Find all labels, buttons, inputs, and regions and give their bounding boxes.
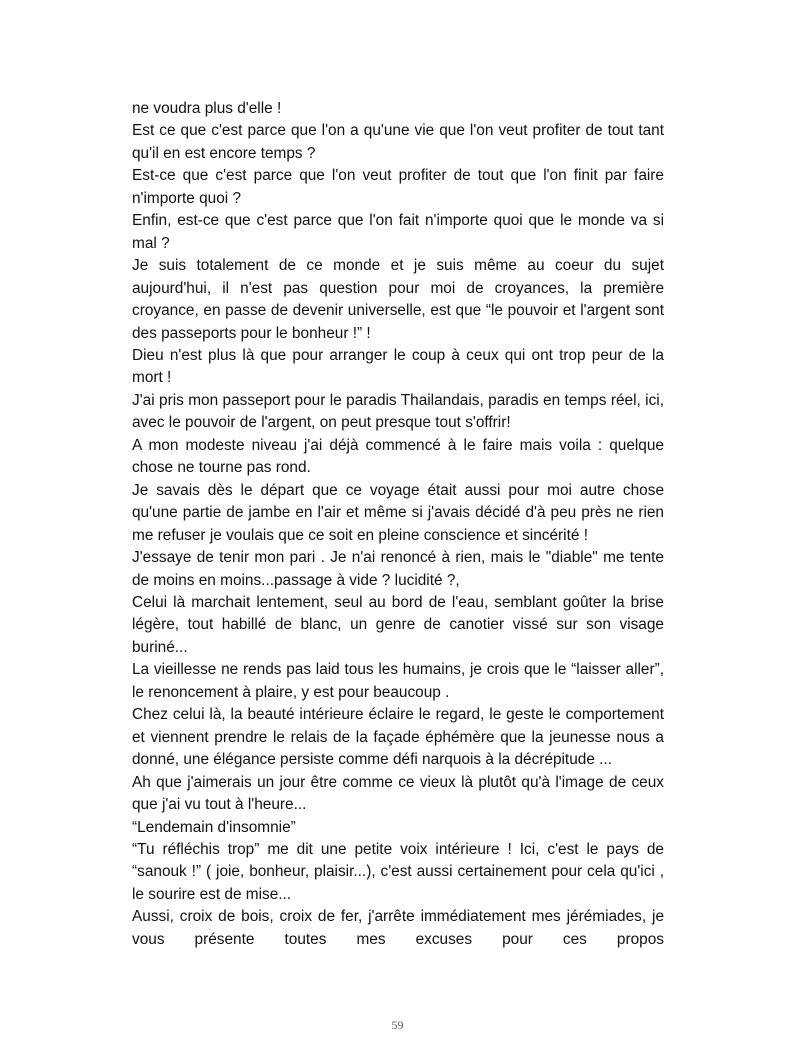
paragraph: Chez celui là, la beauté intérieure éclaire le regard, le geste le comportement et viennent prendre le relais de la façade éphémère que la jeunesse nous a donné, une élégance persiste comme défi narquois à la décrépitude ... [132,706,664,769]
paragraph: La vieillesse ne rends pas laid tous les humains, je crois que le “laisser aller”, le renoncement à plaire, y est pour beaucoup . [132,661,664,701]
body-text [132,98,664,951]
paragraph: J'essaye de tenir mon pari . Je n'ai renoncé à rien, mais le "diable" me tente de moins en moins...passage à vide ? lucidité ?, [132,549,664,589]
paragraph: “Tu réfléchis trop” me dit une petite voix intérieure ! Ici, c'est le pays de “sanouk !” ( joie, bonheur, plaisir...), c'est aussi certainement pour cela qu'ici , le sourire est de mise... [132,840,664,903]
paragraph: Est-ce que c'est parce que l'on veut profiter de tout que l'on finit par faire n'importe quoi ? [132,167,664,207]
paragraph: ne voudra plus d'elle ! [132,100,282,117]
paragraph: Ah que j'aimerais un jour être comme ce vieux là plutôt qu'à l'image de ceux que j'ai vu tout à l'heure... [132,773,664,814]
paragraph: Dieu n'est plus là que pour arranger le coup à ceux qui ont trop peur de la mort ! [132,346,664,387]
paragraph: A mon modeste niveau j'ai déjà commencé à le faire mais voila : quelque chose ne tourne pas rond. [132,436,664,477]
paragraph: Je savais dès le départ que ce voyage était aussi pour moi autre chose qu'une partie de jambe en l'air et même si j'avais décidé d'à peu près ne rien me refuser je voulais que ce soit en pleine conscience et sincérité ! [132,481,664,544]
page-number: 59 [391,1018,404,1032]
paragraph: “Lendemain d'insomnie” [132,818,296,836]
paragraph: Aussi, croix de bois, croix de fer, j'arrête immédiatement mes jérémiades, je vous présente toutes mes excuses pour ces propos [132,908,664,948]
paragraph: Enfin, est-ce que c'est parce que l'on fait n'importe quoi que le monde va si mal ? [132,212,664,252]
paragraph: Est ce que c'est parce que l'on a qu'une vie que l'on veut profiter de tout tant qu'il en est encore temps ? [132,122,664,162]
paragraph: Celui là marchait lentement, seul au bord de l'eau, semblant goûter la brise légère, tout habillé de blanc, un genre de canotier vissé sur son visage buriné... [132,593,664,656]
paragraph: J'ai pris mon passeport pour le paradis Thailandais, paradis en temps réel, ici, avec le pouvoir de l'argent, on peut presque tout s'offrir! [132,391,664,432]
paragraph: Je suis totalement de ce monde et je suis même au coeur du sujet aujourd'hui, il n'est pas question pour moi de croyances, la première croyance, en passe de devenir universelle, est que “le pouvoir et l'argent sont des passeports pour le bonheur !” ! [132,257,664,342]
